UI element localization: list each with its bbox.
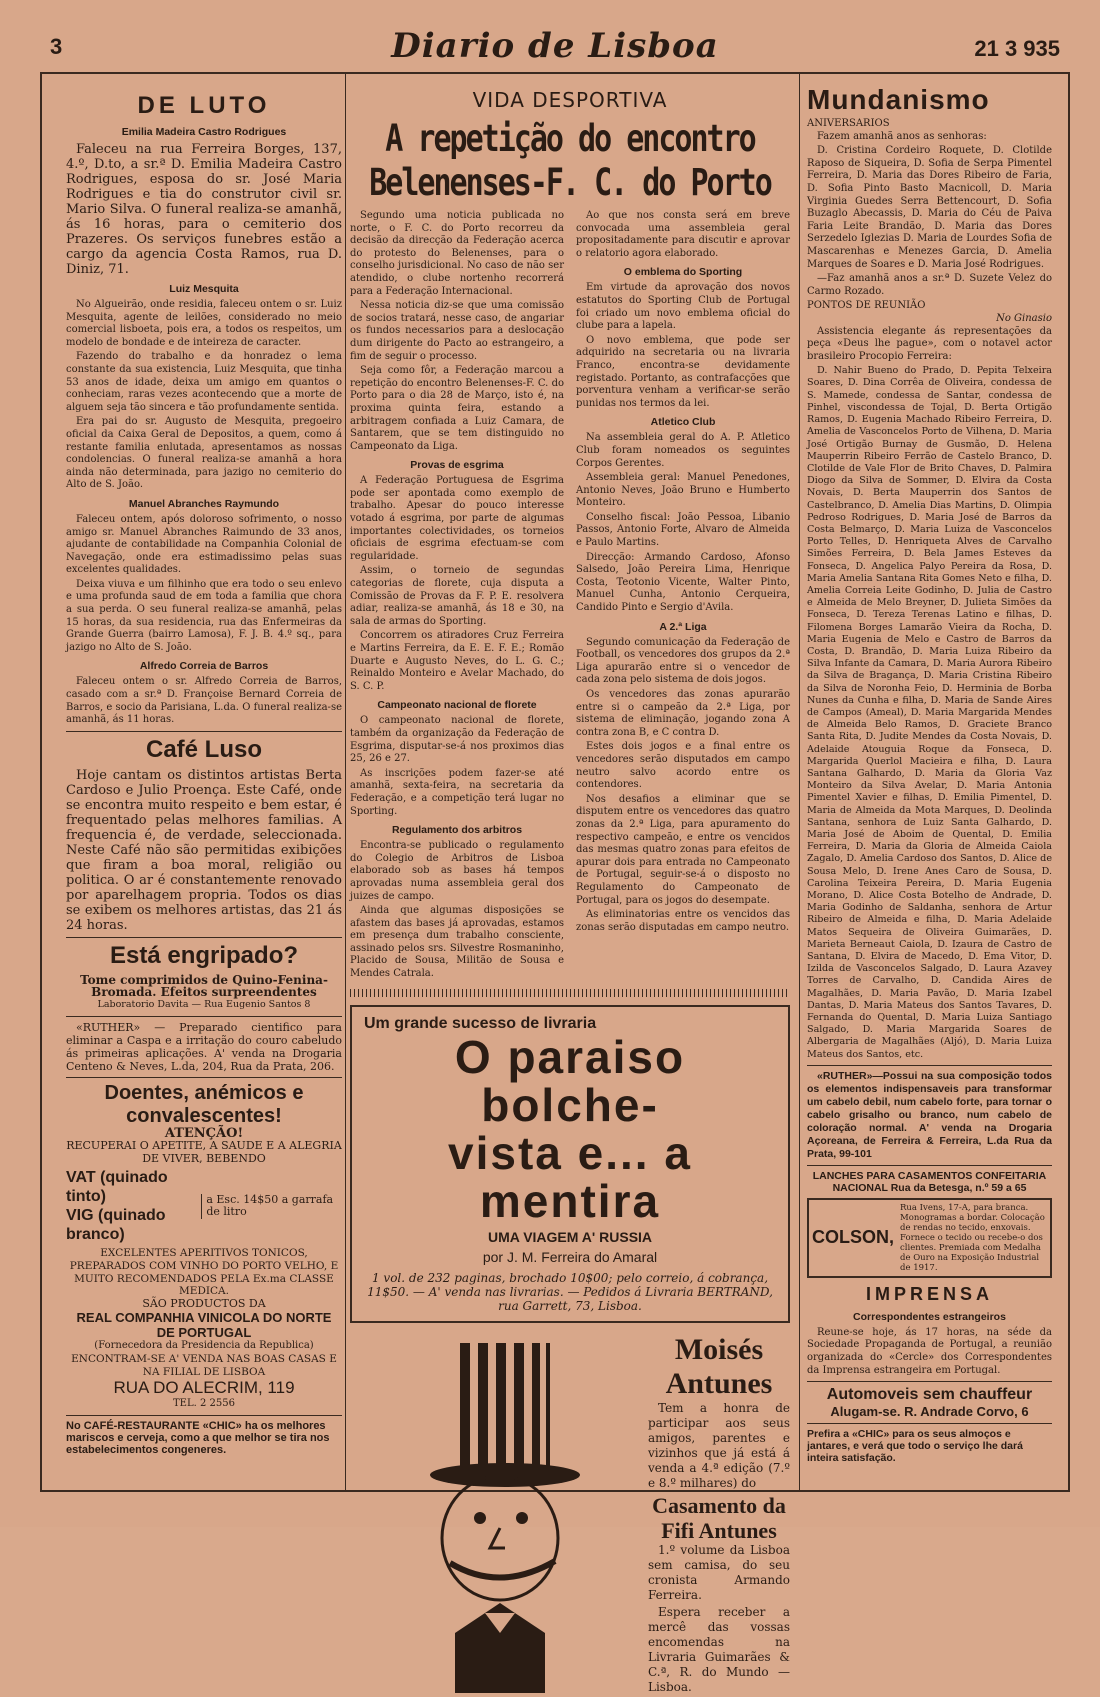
column-divider xyxy=(799,74,800,1490)
moises-text: Espera receber a mercê das vossas encomendas na Livraria Guimarães & C.ª, R. do Mundo — Lisboa. xyxy=(648,1604,790,1694)
article-text: As inscrições podem fazer-se até amanhã, sexta-feira, na secretaria da Federação, e a competição terá lugar no Sporting. xyxy=(350,767,564,817)
article-text: As eliminatorias entre os vencidos das zonas serão disputadas em campo neutro. xyxy=(576,909,790,933)
page-frame xyxy=(40,72,1070,1694)
article-text: Segundo comunicação da Federação de Football, os vencedores dos grupos da 2.ª Liga apurarão entre si o vencedor de cada zona pelo sistema de dois jogos. xyxy=(576,636,790,686)
obituary-name: Luiz Mesquita xyxy=(169,283,239,295)
moises-text: Tem a honra de participar aos seus amigos, parentes e vizinhos que já está á venda a 4.ª edição (7.º e 8.º milhares) do xyxy=(648,1400,790,1490)
page-number: 3 xyxy=(50,34,63,59)
obituary-name: Emilia Madeira Castro Rodrigues xyxy=(121,126,287,138)
book-ad xyxy=(350,1005,790,1323)
cafe-luso-title: Café Luso xyxy=(145,735,262,763)
atencao: ATENÇÃO! xyxy=(164,1125,244,1141)
mundanismo-title: Mundanismo xyxy=(807,84,990,115)
obituary-text: No Algueirão, onde residia, faleceu ontem o sr. Luiz Mesquita, agente de leilões, considerado no meio comercial lisboeta, pois era, a todos os respeitos, um modelo de bondade e de inteireza de caracter. xyxy=(66,299,342,348)
article-text: Nos desafios a eliminar que se disputem entre os vencedores das quatro zonas da 2.ª Liga, para apuramento do respectivo campeão, e entre os vencidos das mesmas quatro zonas para efeitos de apurar dois para entrada no Campeonato de Portugal, seguir-se-á o disposto no Regulamento do Campeonato de Portugal, para os jogos do desempate. xyxy=(576,793,790,906)
article-text: O campeonato nacional de florete, também da organização da Federação de Esgrima, disputar-se-á nos proximos dias 25, 26 e 27. xyxy=(350,715,564,765)
subheading: Regulamento dos arbitros xyxy=(391,824,523,837)
article-text: Na assembleia geral do A. P. Atletico Club foram nomeados os seguintes Corpos Gerentes. xyxy=(576,432,790,469)
telefone: TEL. 2 2556 xyxy=(173,1398,235,1410)
book-ad-title: O paraiso bolche- xyxy=(454,1030,686,1131)
book-ad-tagline: Um grande sucesso de livraria xyxy=(364,1014,597,1032)
article-text: Concorrem os atiradores Cruz Ferreira e Martins Ferreira, da E. E. F. E.; Romão Duarte e Augusto Neves, do L. G. C.; Reinaldo Monteiro e Avelar Machado, do S. C. P. xyxy=(350,630,564,692)
ginasio-text: Assistencia elegante ás representações da peça «Deus lhe pague», com o notavel actor brasileiro Procopio Ferreira: xyxy=(807,325,1052,362)
vig-label: VIG (quinado branco) xyxy=(66,1207,166,1244)
subheading: Atletico Club xyxy=(650,416,716,429)
divider xyxy=(807,1065,1052,1066)
chic-ad: No CAFÉ-RESTAURANTE «CHIC» ha os melhores mariscos e cerveja, como a que melhor se tira nos estabelecimentos congeneres. xyxy=(66,1419,330,1456)
vat-label: VAT (quinado tinto) xyxy=(66,1169,168,1206)
book-ad-title: vista e... a mentira xyxy=(448,1126,692,1227)
price: a Esc. 14$50 a garrafa de litro xyxy=(201,1194,342,1219)
column-middle xyxy=(350,74,790,1694)
excelentes-text: EXCELENTES APERITIVOS TONICOS, PREPARADOS COM VINHO DO PORTO VELHO, E MUITO RECOMENDADOS PELA Ex.ma CLASSE MEDICA. xyxy=(69,1247,339,1298)
book-ad-subtitle: UMA VIAGEM A' RUSSIA xyxy=(487,1228,653,1245)
produtos-text: SÃO PRODUCTOS DA xyxy=(142,1296,266,1310)
moises-text: 1.º volume da Lisboa sem camisa, do seu cronista Armando Ferreira. xyxy=(648,1542,790,1602)
rua-alecrim: RUA DO ALECRIM, 119 xyxy=(113,1378,295,1398)
article-text: Ao que nos consta será em breve convocada uma assembleia geral propositadamente para discutir e aprovar o relatorio agora elaborado. xyxy=(576,210,790,259)
fornecedora: (Fornecedora da Presidencia da Republica) xyxy=(94,1340,314,1352)
obituary-name: Manuel Abranches Raymundo xyxy=(128,497,280,510)
reuniao-heading: PONTOS DE REUNIÃO xyxy=(807,300,926,312)
newspaper-title: Diario de Lisboa xyxy=(391,26,719,66)
caricature-illustration xyxy=(350,1333,640,1693)
divider xyxy=(807,1381,1052,1382)
colson-ad xyxy=(807,1198,1052,1278)
obituary-text: Fazendo do trabalho e da honradez o lema constante da sua existencia, Luiz Mesquita, que tinha 53 anos de idade, deixa um amigo em quantos o conheciam, raras vezes acontecendo que a morte de alguem seja tão sincera e tão profundamente sentida. xyxy=(66,351,342,413)
colson-title: COLSON, xyxy=(812,1227,895,1248)
recuperai-text: RECUPERAI O APETITE, A SAUDE E A ALEGRIA DE VIVER, BEBENDO xyxy=(66,1139,342,1165)
column-divider xyxy=(345,74,346,1490)
obituary-text: Deixa viuva e um filhinho que era todo o seu enlevo e uma profunda saud de em toda a familia que chora a sua perda. O seu funeral realiza-se amanhã, pelas 15 horas, da sua residencia, rua das Enfermeiras da Grande Guerra (bairro Lamosa), F. J. B. 4.º sq., para jazigo no Alto de S. João. xyxy=(66,578,342,653)
ruther-ad: «RUTHER» — Preparado cientifico para eliminar a Caspa e a irritação do couro cabeludo ás primeiras aplicações. A' venda na Drogaria Centeno & Neves, L.da, 204, Rua da Prata, 206. xyxy=(66,1020,342,1073)
divider xyxy=(807,1423,1052,1424)
book-ad-footer: 1 vol. de 232 paginas, brochado 10$00; pelo correio, á cobrança, 11$50. — A' venda nas livrarias. — Pedidos á Livraria BERTRAND, rua Garrett, 73, Lisboa. xyxy=(367,1270,773,1313)
obituary-text: Faleceu ontem, após doloroso sofrimento, o nosso amigo sr. Manuel Abranches Raimundo de 33 anos, ajudante de contabilidade na Companhia Colonial de Navegação, onde era estimadissimo pelas suas excelentes qualidades. xyxy=(66,513,342,576)
engripado-title: Está engripado? xyxy=(109,941,299,969)
book-ad-author: por J. M. Ferreira do Amaral xyxy=(482,1248,658,1265)
doentes-title: Doentes, anémicos e convalescentes! xyxy=(104,1081,304,1127)
divider xyxy=(66,1016,342,1017)
article-text: Direcção: Armando Cardoso, Afonso Salsedo, João Pereira Lima, Henrique Costa, Teotonio Vicente, Walter Pinto, Manuel Cunha, Antonio Cerqueira, Candido Pinto e Sergio d'Avila. xyxy=(576,551,790,614)
article-text: Ainda que algumas disposições se afastem das bases já aprovadas, estamos em presença dum trabalho consciente, assinado pelos srs. Silvestre Rosmaninho, Placido de Sousa, Militão de Sousa e Mendes Catrala. xyxy=(350,905,564,980)
article-text: Assim, o torneio de segundas categorias de florete, cuja disputa a Comissão de Provas da F. P. E. resolvera adiar, realiza-se amanhã, ás 18 e 30, na sala de armas do Sporting. xyxy=(350,565,564,627)
subheading: O emblema do Sporting xyxy=(623,266,743,279)
divider xyxy=(66,1415,342,1416)
engripado-lab: Laboratorio Davita — Rua Eugenio Santos 8 xyxy=(97,999,311,1010)
article-text: Conselho fiscal: João Pessoa, Libanio Passos, Antonio Forte, Alvaro de Almeida e Paulo Martins. xyxy=(576,511,790,549)
imprensa-text: Reune-se hoje, ás 17 horas, na séde da Sociedade Propaganda de Portugal, a reunião organizada do «Cercle» dos Correspondentes da Imprensa estrangeira em Portugal. xyxy=(807,1326,1052,1376)
article-text: Segundo uma noticia publicada no norte, o F. C. do Porto recorreu da decisão da direcção da Federação acerca do protesto do Belenenses, para o conselho jurisdicional. No caso de não ser atendido, o clube nortenho recorrerá para a Federação Internacional. xyxy=(350,210,564,297)
aniversarios-text: D. Cristina Cordeiro Roquete, D. Clotilde Raposo de Siqueira, D. Sofia de Serpa Pimentel Ferreira, D. Maria das Dores Ribeiro de Faria, D. Sofia Pinto Basto Macnicoll, D. Maria Virginia Guedes Serra Bettencourt, D. Sofia Buzaglo Abecassis, D. Maria do Céu de Paiva Faria Leite Brandão, D. Maria das Dores Serzedelo Iglezias D. Maria de Lourdes Sofia de Mascarenhas e Menezes Garcia, D. Amelia Marques de Soares e D. Maria José Rodrigues. xyxy=(807,145,1052,270)
aniversarios-text: Fazem amanhã anos as senhoras: xyxy=(817,130,987,142)
article-text: O novo emblema, que pode ser adquirido na secretaria ou na livraria Franco, encontra-se devidamente registado. Portanto, as contrafacções que porventura venham a verificar-se serão punidas nos termos da lei. xyxy=(576,334,790,409)
article-text: Assembleia geral: Manuel Penedones, Antonio Neves, João Bruno e Humberto Monteiro. xyxy=(576,472,790,509)
article-text: Nessa noticia diz-se que uma comissão de socios tratará, nesse caso, de angariar os fundos necessarios para a deslocação dum dirigente do Pacto ao estrangeiro, a fim de seguir o processo. xyxy=(350,300,564,362)
article-text: Em virtude da aprovação dos novos estatutos do Sporting Club de Portugal foi criado um novo emblema oficial do clube para a lapela. xyxy=(576,282,790,332)
headline: A repetição do encontro Belenenses-F. C. do Porto xyxy=(369,117,771,205)
automoveis-text: Alugam-se. R. Andrade Corvo, 6 xyxy=(830,1404,1029,1420)
obituary-text: Faleceu na rua Ferreira Borges, 137, 4.º, D.to, a sr.ª D. Emilia Madeira Castro Rodrigues, esposa do sr. José Maria Rodrigues e tia do construtor civil sr. Mario Silva. O funeral realiza-se amanhã, ás 16 horas, para o cemiterio dos Prazeres. Os serviços funebres estão a cargo da agencia Costa Ramos, rua D. Diniz, 71. xyxy=(66,142,342,277)
obituary-name: Alfredo Correia de Barros xyxy=(139,660,269,673)
aniversarios-heading: ANIVERSARIOS xyxy=(807,118,890,129)
book-title: Casamento da Fifi Antunes xyxy=(652,1492,786,1543)
masthead xyxy=(40,20,1070,70)
subheading: Provas de esgrima xyxy=(410,459,504,472)
divider xyxy=(66,1077,342,1078)
real-companhia: REAL COMPANHIA VINICOLA DO NORTE DE PORTUGAL xyxy=(76,1310,332,1341)
colson-text: Rua Ivens, 17-A, para branca. Monogramas a bordar. Colocação de rendas no tecido, enxovais. Fornece o tecido ou recebe-o dos clientes. Premiada com Medalha de Ouro na Exposição Industrial de 1917. xyxy=(900,1202,1045,1273)
column-left xyxy=(64,74,344,1490)
obituary-text: Era pai do sr. Augusto de Mesquita, pregoeiro oficial da Caixa Geral de Depositos, a quem, como á restante familia enlutada, apresentamos as nossas condolencias. O funeral realiza-se amanhã a hora ainda não determinada, para jazigo no cemiterio do Alto de S. João. xyxy=(66,416,342,491)
imprensa-subtitle: Correspondentes estrangeiros xyxy=(853,1310,1006,1323)
obituary-title: DE LUTO xyxy=(137,92,271,119)
subheading: A 2.ª Liga xyxy=(659,620,707,633)
moises-title: Moisés Antunes xyxy=(665,1332,773,1400)
prefira-chic: Prefira a «CHIC» para os seus almoços e jantares, e verá que todo o serviço lhe dará inteira satisfação. xyxy=(807,1428,1023,1465)
article-text: Seja como fôr, a Federação marcou a repetição do encontro Belenenses-F. C. do Porto para o dia 28 de Março, isto é, na proxima quinta feira, estando a arbitragem confiada a Luiz Camara, de Santarem, que se tem distinguido no Campeonato da Liga. xyxy=(350,365,564,452)
automoveis-title: Automoveis sem chauffeur xyxy=(826,1386,1033,1404)
divider xyxy=(807,1165,1052,1166)
engripado-text: Tome comprimidos de Quino-Fenina-Bromada. Efeitos surpreendentes xyxy=(80,972,328,1000)
article-text: Encontra-se publicado o regulamento do Colegio de Arbitros de Lisboa elaborado sob as bases há tempos aprovadas numa assembleia geral dos juizes de campo. xyxy=(350,840,564,902)
issue-date: 21 3 935 xyxy=(974,36,1060,61)
guest-names: D. Nahir Bueno do Prado, D. Pepita Telxeira Soares, D. Dina Corrêa de Oliveira, condessa de S. Mamede, condessa de Santar, condessa de Pinhel, viscondessa de Tojal, D. Berta Ortigão Ramos, D. Eugenia Machado Ribeiro Ferreira, D. Amelia de Vasconcelos Porto de Vilhena, D. Maria José Ortigão Burnay de Gusmão, D. Helena Mauperrin Ribeiro Ferrão de Castelo Branco, D. Clotilde de Vale Flor de Brito Chaves, D. Palmira Diogo da Silva de Sommer, D. Elvira da Costa Novais, D. Berta Mauperrin dos Santos de Castelbranco, D. Amelia Dias Martins, D. Olimpia Pedroso Rodrigues, D. Maria José de Barros da Costa Belmarço, D. Maria Luiza de Vasconcelos Porto Telles, D. Henriqueta Alves de Carvalho Simões Ferreira, D. Bela James Esteves da Fonseca, D. Angelica Palyo Pereira da Rosa, D. Maria Amelia Santana Rita Gomes Neto e filha, D. Amelia Correia Leite Godinho, D. Julia de Castro e Almeida de Melo Breyner, D. Julieta Simões da Fonseca, D. Tereza Terenas Latino e filhas, D. Filomena Borges Lamarão Vieira da Rocha, D. Maria Eugenia de Melo e Castro de Barros da Costa, D. Brandão, D. Maria Luiza Ribeiro da Silva Infante da Camara, D. Maria Aurora Ribeiro da Silva de Bragança, D. Maria Cristina Ribeiro da Silva de Noronha Feio, D. Herminia de Borba Nunes da Cunha e filha, D. Maria de Sande Aires de Campos (Ameal), D. Maria Margarida Mendes de Almeida Belo Ramos, D. Graciete Branco Santa Rita, D. Judite Mendes da Costa Novais, D. Adelaide Atouguia Roque da Fonseca, D. Margarida Querlol Macieira e filha, D. Laura Santana Galhardo, D. Maria da Gloria Vaz Monteiro da Silva Avelar, D. Maria Antonia Pimentel Xavier e filhas, D. Emilia Pimentel, D. Maria de Almeida da Mota Marques, D. Deolinda Santana, senhora de Luiz Santa Galhardo, D. Maria José de Aboim de Quental, D. Emilia Ferreira, D. Maria da Gloria de Almeida Caiola Zagalo, D. Amelia Cardoso dos Santos, D. Alice de Sousa Melo, D. Irene Anes Caro de Sousa, D. Carolina Teixeira Pereira, D. Maria Eugenia Morano, D. Alice Costa Botelho de Andrade, D. Maria Godinho de Saldanha, senhora de Artur Ribeiro de Almeida e filha, D. Maria Adelaide Matos Sequeira de Oliveira Guimarães, D. Marieta Berneaut Caiola, D. Izaura de Castro de Santana, D. Elvira de Macedo, D. Ema Vitor, D. Izilda de Vasconcelos Salgado, D. Laura Azavey Torres de Carvalho, D. Candida Aires de Magalhães, D. Maria Pavão, D. Maria Izabel Dantas, D. Maria Mateus dos Santos Tavares, D. Fernanda do Quental, D. Maria Luiza Santiago Salgado, D. Maria Margarida Soares de Albergaria de Magalhães (Aljó), D. Maria Luiza Mateus dos Santos, etc. xyxy=(807,365,1052,1060)
subheading: Campeonato nacional de florete xyxy=(377,699,537,712)
aniversarios-text: —Faz amanhã anos a sr.ª D. Suzete Velez do Carmo Rozado. xyxy=(807,273,1052,297)
ruther-ad: «RUTHER»—Possui na sua composição todos os elementos indispensaveis para transformar um cabelo debil, num cabelo forte, para tornar o cabelo grisalho ou branco, num cabelo de coloração normal. A' venda na Drogaria Açoreana, de Ferreira & Ferreira, L.da Rua da Prata, 99-101 xyxy=(807,1069,1052,1160)
imprensa-title: IMPRENSA xyxy=(865,1283,993,1304)
obituary-text: Faleceu ontem o sr. Alfredo Correia de Barros, casado com a sr.ª D. Françoise Bernard Correia de Barros, e socio da Parisiana, L.da. O funeral realiza-se amanhã, ás 11 horas. xyxy=(66,676,342,726)
section-title: VIDA DESPORTIVA xyxy=(472,88,668,112)
divider xyxy=(66,937,342,938)
encontram-text: ENCONTRAM-SE A' VENDA NAS BOAS CASAS E NA FILIAL DE LISBOA xyxy=(71,1352,337,1378)
article-text: Estes dois jogos e a final entre os vencedores serão disputados em campo neutro salvo acordo entre os contendores. xyxy=(576,741,790,791)
article-text: A Federação Portuguesa de Esgrima pode ser apontada como exemplo de trabalho. Apesar do pouco interesse votado á esgrima, por parte de algumas importantes colectividades, os torneios oficiais de esgrima efectuam-se com regularidade. xyxy=(350,475,564,562)
article-text: Os vencedores das zonas apurarão entre si o campeão da 2.ª Liga, por sistema de eliminação, jogando zona A contra zona B, e C contra D. xyxy=(576,689,790,738)
cafe-luso-text: Hoje cantam os distintos artistas Berta Cardoso e Julio Proença. Este Café, onde se encontra muito respeito e bem estar, é frequentado pelas melhores familias. A frequencia é, de verdade, seleccionada. Neste Café não são permitidas exibições que firam a boa moral, religião ou politica. O ar é constantemente renovado por aparelhagem propria. Todos os dias se exibem os melhores artistas, das 21 ás 24 horas. xyxy=(66,767,342,933)
column-right xyxy=(807,74,1052,1490)
lanches-ad: LANCHES PARA CASAMENTOS CONFEITARIA NACIONAL Rua da Betesga, n.º 59 a 65 xyxy=(812,1169,1047,1194)
divider xyxy=(66,731,342,732)
top-hat-man-icon xyxy=(350,1333,640,1693)
ginasio-heading: No Ginasio xyxy=(996,312,1052,324)
hatched-divider xyxy=(350,989,790,997)
